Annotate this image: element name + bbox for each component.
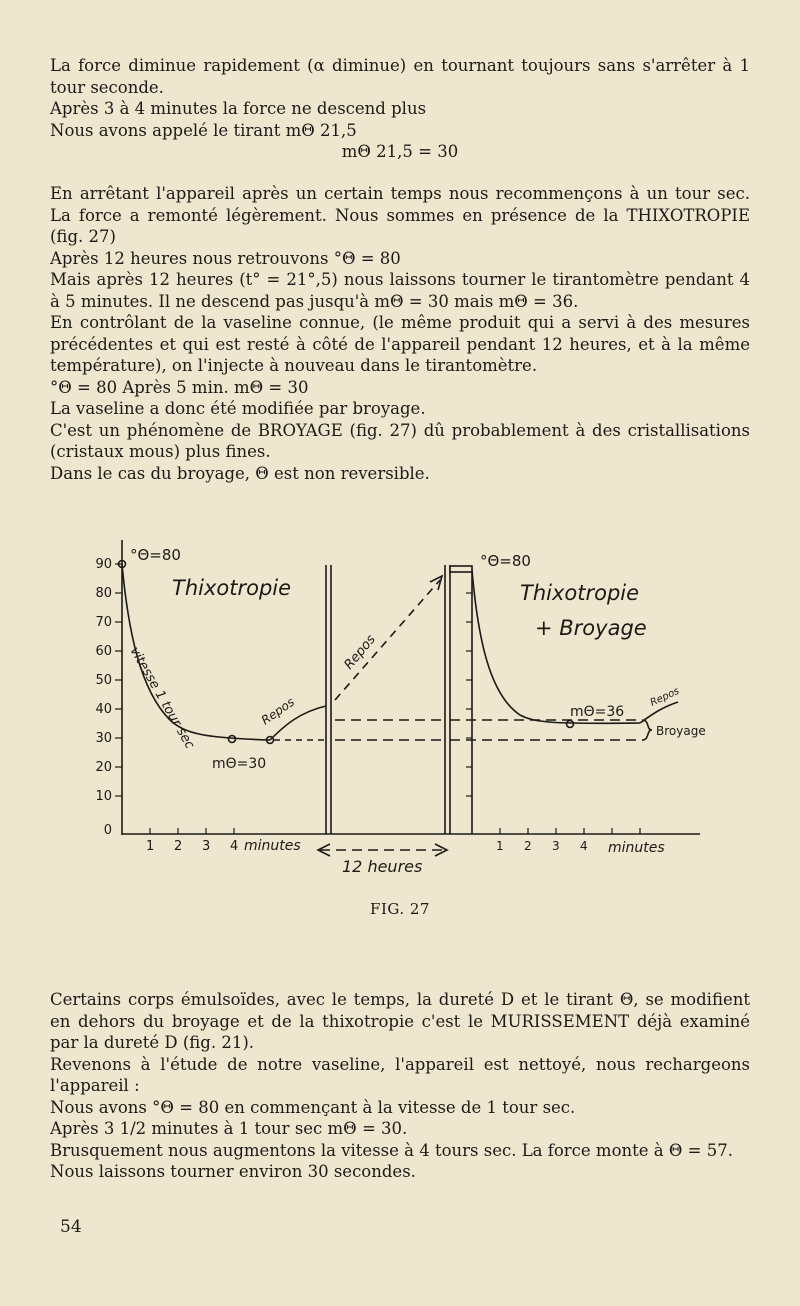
text-line: Dans le cas du broyage, Θ est non reversible. [50,463,430,483]
text-line: Nous avons °Θ = 80 en commençant à la vitesse de 1 tour sec. [50,1097,576,1117]
text-line: Nous laissons tourner environ 30 secondes. [50,1162,416,1181]
figure-27 [60,520,710,880]
curve-label: vitesse 1 tour sec [126,644,198,752]
x-tick-label: 1 [496,839,504,853]
x-ticks-left [150,828,234,834]
figure-caption: FIG. 27 [370,900,430,918]
text-line: Après 3 1/2 minutes à 1 tour sec mΘ = 30. [50,1119,408,1138]
y-tick-label: 20 [95,760,112,775]
gap-label: 12 heures [342,857,423,876]
formula-line: mΘ 21,5 = 30 [341,142,459,161]
start-marker [450,566,472,572]
end-label-right: mΘ=36 [570,704,625,720]
panel-title-right: Thixotropie [520,581,640,605]
paragraph-bottom [50,989,750,1183]
rest-label-middle: Repos [341,632,379,673]
end-label-left: mΘ=30 [212,756,267,772]
thixotropy-diagram [60,520,710,880]
y-tick-label: 30 [95,731,112,746]
y-tick-label: 80 [95,586,112,601]
bracket-label: Broyage [656,724,706,738]
y-ticks-right [466,593,472,796]
text-line: Certains corps émulsoïdes, avec le temps, la dureté D et le tirant Θ, se modifient en dehors du broyage et de la thixotropie c'est le MURISSEMENT déjà examiné par la dureté D (fig. 21). [50,990,750,1052]
y-tick-label: 10 [95,789,112,804]
text-line: °Θ = 80 Après 5 min. mΘ = 30 [50,377,309,397]
text-line: Revenons à l'étude de notre vaseline, l'appareil est nettoyé, nous rechargeons l'appareil : [50,1054,750,1095]
text-line: Après 3 à 4 minutes la force ne descend plus [50,99,427,118]
x-unit-right: minutes [608,840,665,856]
text-line: Mais après 12 heures (t° = 21°,5) nous laissons tourner le tirantomètre pendant 4 à 5 minutes. Il ne descend pas jusqu'à mΘ = 30 mais mΘ = 36. [50,270,750,311]
text-line: En arrêtant l'appareil après un certain temps nous recommençons à un tour sec. La force a remonté légèrement. Nous sommes en présence de la THIXOTROPIE (fig. 27) [50,184,750,246]
y-tick-label: 70 [95,615,112,630]
rest-dashed-line [335,580,440,700]
x-tick-label: 3 [202,839,211,854]
x-unit-left: minutes [244,838,301,854]
rest-label-right: Repos [648,685,682,709]
text-line: Après 12 heures nous retrouvons °Θ = 80 [50,248,401,268]
y-tick-label: 40 [95,702,112,717]
x-tick-label: 2 [174,839,183,854]
text-line: La vaseline a donc été modifiée par broyage. [50,399,426,418]
x-ticks-right [500,828,640,834]
paragraph-top [50,55,750,163]
x-tick-label: 4 [230,839,239,854]
y-tick-label: 90 [95,557,112,572]
text-line: C'est un phénomène de BROYAGE (fig. 27) dû probablement à des cristallisations (cristaux mous) plus fines. [50,420,750,461]
x-tick-label: 2 [524,839,532,853]
text-line: Nous avons appelé le tirant mΘ 21,5 [50,120,357,140]
x-tick-label: 4 [580,839,588,853]
panel-title-left: Thixotropie [172,576,292,600]
panel-subtitle-right: + Broyage [535,616,647,640]
y-tick-label: 0 [103,823,112,838]
start-label-left: °Θ=80 [130,546,181,564]
text-line: En contrôlant de la vaseline connue, (le même produit qui a servi à des mesures précédentes et qui est resté à côté de l'appareil pendant 12 heures, et à la même température), on l'injecte à nouveau dans le tirantomètre. [50,313,750,375]
start-label-right: °Θ=80 [480,552,531,570]
y-tick-label: 50 [95,673,112,688]
y-ticks [115,564,122,796]
x-tick-label: 3 [552,839,560,853]
text-line: La force diminue rapidement (α diminue) en tournant toujours sans s'arrêter à 1 tour seconde. [50,56,750,97]
arrow-head [430,576,442,590]
text-line: Brusquement nous augmentons la vitesse à 4 tours sec. La force monte à Θ = 57. [50,1140,733,1160]
y-tick-label: 60 [95,644,112,659]
broyage-bracket [642,720,652,740]
x-tick-label: 1 [146,839,155,854]
paragraph-middle [50,183,750,484]
page-number: 54 [60,1217,82,1237]
rest-label-left: Repos [258,694,297,728]
curve-point [567,721,574,728]
